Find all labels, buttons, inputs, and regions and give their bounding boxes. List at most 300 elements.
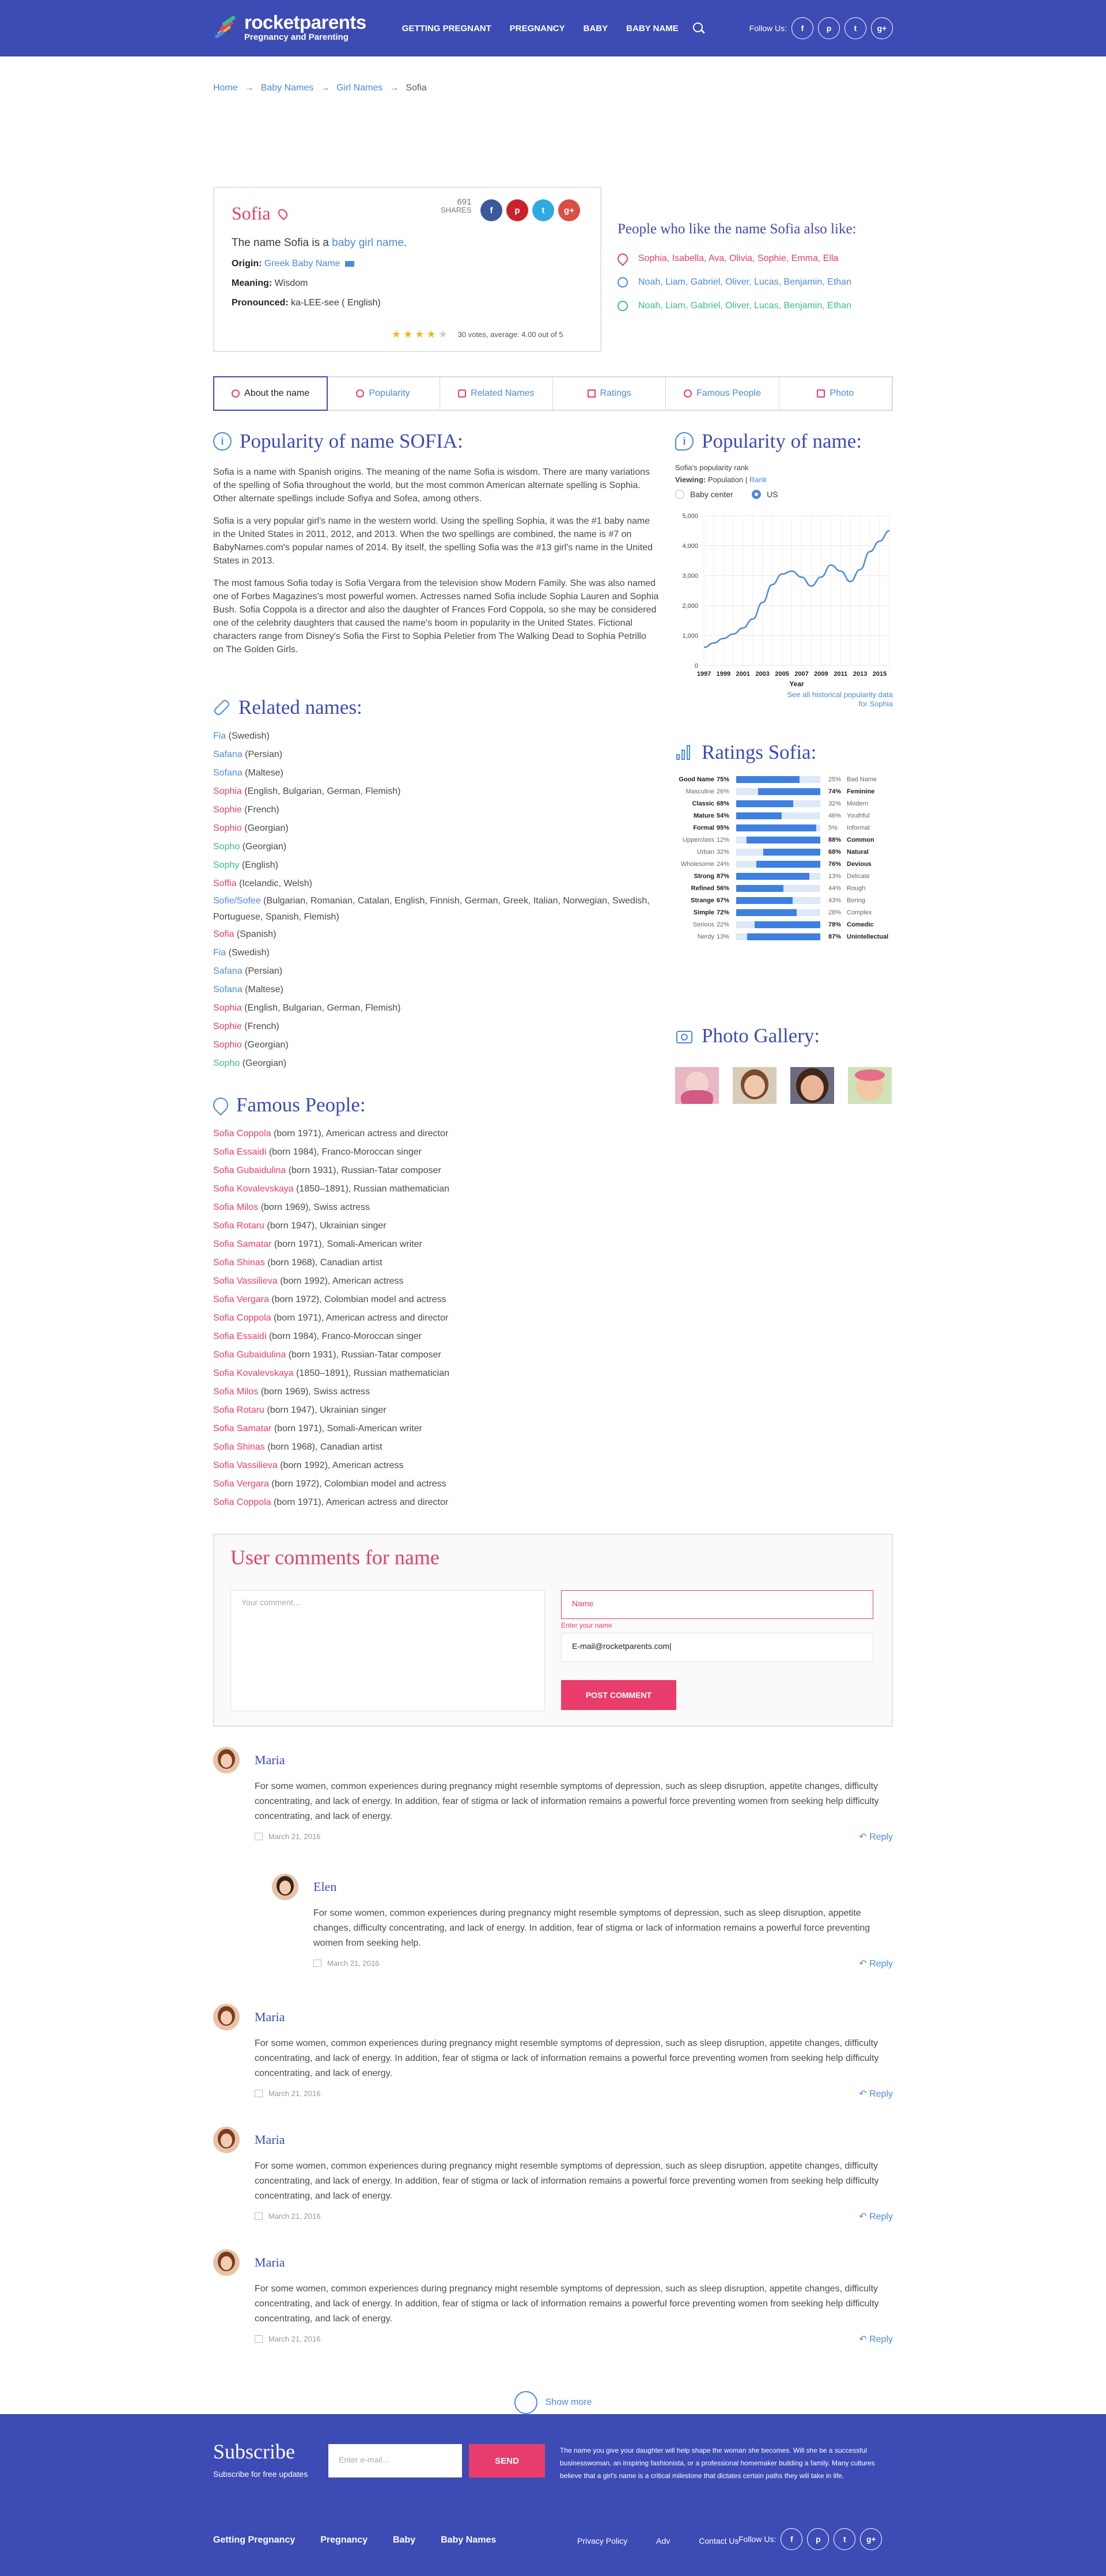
rating-bar-fill [736,800,793,807]
also-like-girls-list[interactable]: Sophia, Isabella, Ava, Olivia, Sophie, Emma, Ella [638,254,839,263]
share-twitter-icon[interactable]: t [532,199,554,221]
related-name-item [213,727,659,746]
related-name-link[interactable]: Sofana [213,768,243,778]
main-nav [402,24,679,33]
chart-x-tick-label: 2015 [872,671,887,678]
related-name-origin: (Maltese) [242,985,283,994]
famous-person-link[interactable]: Sofia Milos [213,1202,259,1212]
rating-left-percent: 22% [717,921,730,928]
subscribe-send-button[interactable]: SEND [469,2444,545,2477]
popularity-chart-title: Popularity of name: [702,430,862,452]
rating-bar-fill [736,885,783,892]
related-list [213,727,659,1073]
tab-related[interactable] [440,377,553,410]
famous-person-item [213,1254,659,1272]
related-name-origin: (Swedish) [226,948,270,958]
comment-form-title: User comments for name [230,1546,440,1569]
popularity-rank-label: Sofia's popularity rank [675,463,749,472]
rating-left-percent: 95% [717,824,730,831]
tab-about[interactable] [213,376,328,411]
tab-famous-label: Famous People [696,388,761,398]
rating-row [675,858,893,870]
pinterest-icon[interactable]: p [818,17,840,39]
chart-y-tick-label: 4,000 [682,543,698,550]
header-follow [749,17,893,39]
reply-button[interactable] [859,1958,893,1969]
nav-baby-name[interactable]: BABY NAME [626,23,679,33]
share-facebook-icon[interactable]: f [480,199,502,221]
radio-us[interactable] [752,490,778,499]
radio-us-label: US [767,490,778,499]
famous-person-desc: (born 1968), Canadian artist [264,1442,382,1452]
comment-date [255,1832,320,1841]
rating-bar-fill [736,897,793,904]
rating-left-percent: 75% [717,776,730,783]
avatar [213,2004,240,2030]
famous-person-desc: (born 1972), Colombian model and actress [268,1479,446,1489]
tab-popularity-label: Popularity [369,388,410,398]
related-section [213,696,659,1073]
pronounced-label: Pronounced: [232,298,289,308]
rating-left-label: Good Name [679,776,714,783]
rating-right-label: Complex [847,909,872,916]
rating-left-percent: 24% [717,860,730,868]
comment-author[interactable]: Maria [255,2255,285,2269]
famous-person-item [213,1180,659,1198]
related-name-origin: (Georgian) [240,1058,287,1068]
rating-left-label: Nerdy [697,933,714,940]
crumb-girl-names[interactable]: Girl Names [336,83,383,93]
camera-icon [675,1027,694,1045]
pin-icon [232,389,240,398]
subscribe-title: Subscribe [213,2440,295,2463]
footer-nav-getting-pregnancy[interactable]: Getting Pregnancy [213,2535,296,2545]
rating-bar-fill [747,837,820,843]
famous-person-desc: (born 1971), Somali-American writer [271,1239,422,1249]
subscribe-email-input[interactable]: Enter e-mail... [328,2444,462,2477]
also-like-neutral [618,301,893,311]
reply-label: Reply [869,2089,893,2099]
rating-right-label: Comedic [847,921,874,928]
also-like-girls [618,254,893,264]
related-name-link[interactable]: Sopho [213,1058,240,1068]
famous-person-desc: (born 1969), Swiss actress [258,1202,370,1212]
reply-button[interactable] [859,2088,893,2100]
famous-person-link[interactable]: Sofia Essaidi [213,1331,267,1341]
reply-button[interactable] [859,1831,893,1843]
name-intro [232,237,583,249]
facebook-icon[interactable]: f [791,17,813,39]
related-name-item [213,944,659,962]
famous-person-item [213,1438,659,1457]
link-icon [458,389,466,398]
comment-text: For some women, common experiences during pregnancy might resemble symptoms of depression, such as sleep disruption, appetite changes, difficulty concentrating, and lack of energy. In addition, fear of stigma or lack of information remains a powerful force preventing women from seeking help difficulty concentrating, and lack of energy. [255,2038,879,2078]
rating-bar [736,824,820,831]
flag-icon [345,261,354,267]
related-name-origin: (Georgian) [241,823,289,833]
famous-list [213,1125,659,1512]
nav-pregnancy[interactable]: PREGNANCY [509,23,565,33]
famous-person-link[interactable]: Sofia Vassilieva [213,1276,278,1286]
famous-person-link[interactable]: Sofia Coppola [213,1497,271,1507]
related-name-link[interactable]: Sophia [213,786,242,796]
viewing-toggle [675,475,893,484]
star-icon[interactable]: ★ [403,328,413,340]
comment-date [255,2089,320,2098]
rating-left-label: Wholesome [680,860,714,868]
chart-y-tick-label: 0 [694,663,698,669]
name-card [213,187,601,352]
related-name-link[interactable]: Safana [213,750,243,759]
viewing-rank-link[interactable]: Rank [749,475,767,484]
rating-right-percent: 78% [828,921,842,928]
rating-bar [736,921,820,928]
famous-person-link[interactable]: Sofia Rotaru [213,1405,264,1415]
pinterest-icon[interactable]: p [807,2528,829,2550]
related-name-link[interactable]: Soffia [213,879,237,888]
tab-photo[interactable] [779,377,892,410]
rating-bar-fill [736,812,782,819]
related-title: Related names: [238,696,362,718]
comment-author[interactable]: Maria [255,1753,285,1767]
rating-row [675,918,893,930]
famous-person-item [213,1272,659,1291]
popularity-paragraph: The most famous Sofia today is Sofia Vergara from the television show Modern Family. She was also named one of Forbes Magazines's most powerful women. Actresses named Sofia include Sophia Lauren and Sophia Bush. Sofia Coppola is a director and also the daughter of Frances Ford Coppola, so she may be considered one of the celebrity daughters that caused the name's boom in popularity in the United States. Fictional characters range from Disney's Sofia the First to Sophia Peletier from The Walking Dead to Sophia Petrillo on The Golden Girls. [213,578,659,655]
twitter-icon[interactable]: t [844,17,866,39]
rating-right-label: Boring [847,897,865,904]
related-name-link[interactable]: Sophio [213,823,242,833]
related-name-link[interactable]: Sophie [213,1022,242,1031]
rating-row [675,785,893,797]
footer-privacy-link[interactable]: Privacy Policy [577,2536,628,2545]
info-icon [356,389,364,398]
related-name-link[interactable]: Sophie [213,805,242,815]
famous-person-desc: (born 1971), American actress and director [271,1129,449,1138]
famous-title: Famous People: [236,1094,366,1116]
famous-person-desc: (born 1968), Canadian artist [264,1258,382,1268]
related-name-link[interactable]: Sophy [213,860,240,870]
footer-links [577,2536,739,2545]
footer-nav-baby-names[interactable]: Baby Names [441,2535,497,2545]
related-name-origin: (Georgian) [240,842,287,852]
related-name-item [213,999,659,1017]
famous-person-link[interactable]: Sofia Shinas [213,1258,265,1268]
rating-right-label: Common [847,836,874,843]
rating-bar [736,861,820,868]
gallery-title: Photo Gallery: [702,1024,820,1047]
twitter-icon[interactable]: t [834,2528,855,2550]
rating-right-label: Modern [847,800,869,807]
nav-getting-pregnant[interactable]: GETTING PREGNANT [402,23,491,33]
rating-right-percent: 32% [828,800,842,807]
chart-x-tick-label: 2007 [794,671,809,678]
footer-nav-pregnancy[interactable]: Pregnancy [320,2535,368,2545]
rating-bar [736,897,820,904]
famous-person-item [213,1420,659,1438]
tab-related-label: Related Names [471,388,535,398]
famous-person-link[interactable]: Sofia Vassilieva [213,1461,278,1470]
tab-photo-label: Photo [830,388,854,398]
radio-baby-center[interactable] [675,490,733,499]
star-icon[interactable]: ★ [415,328,425,340]
rating-left-percent: 13% [717,933,730,940]
rating-right-percent: 25% [828,776,842,783]
rating-right-percent: 87% [828,933,842,940]
gallery-photo[interactable] [733,1067,777,1104]
radio-baby-center-label: Baby center [690,490,733,499]
famous-person-link[interactable]: Sofia Shinas [213,1442,265,1452]
tab-ratings-label: Ratings [600,388,631,398]
radio-on-icon [752,490,761,499]
ratings-panel [675,741,893,943]
rating-right-percent: 68% [828,848,842,856]
name-input[interactable]: Name [561,1590,873,1619]
footer-nav-baby[interactable]: Baby [393,2535,416,2545]
reply-button[interactable] [859,2211,893,2222]
breadcrumb [213,56,893,93]
comment-author[interactable]: Elen [313,1879,337,1894]
related-name-item [213,962,659,981]
rating-right-percent: 76% [828,860,842,868]
rating-row [675,834,893,846]
calendar-icon [255,1833,263,1840]
calendar-icon [313,1960,321,1967]
site-footer [0,2414,1106,2576]
history-link-line[interactable]: for Sophia [858,699,893,708]
radio-off-icon [675,490,684,499]
famous-person-item [213,1198,659,1217]
tab-ratings[interactable] [553,377,666,410]
viewing-separator: | [743,475,749,484]
star-rating[interactable] [392,328,563,341]
comment-text: For some women, common experiences during pregnancy might resemble symptoms of depression, such as sleep disruption, appetite changes, difficulty concentrating, and lack of energy. In addition, fear of stigma or lack of information remains a powerful force preventing women from seeking help difficulty concentrating, and lack of energy. [255,2284,879,2324]
comment-date [255,2212,320,2221]
famous-person-link[interactable]: Sofia Vergara [213,1479,269,1489]
rating-left-label: Urban [697,848,714,856]
famous-person-item [213,1346,659,1364]
rating-right-label: Delicate [847,872,870,880]
also-like-neutral-list[interactable]: Noah, Liam, Gabriel, Oliver, Lucas, Benjamin, Ethan [638,301,851,311]
rating-row [675,846,893,858]
famous-person-desc: (1850–1891), Russian mathematician [293,1184,450,1194]
rating-left-label: Masculine [685,788,714,795]
rating-right-label: Informal [847,824,870,831]
related-name-item [213,838,659,856]
famous-person-item [213,1475,659,1493]
famous-person-desc: (born 1947), Ukrainian singer [264,1405,387,1415]
rating-left-label: Refined [691,884,714,892]
comment-author[interactable]: Maria [255,2132,285,2147]
related-name-origin: (Maltese) [242,768,283,778]
reply-arrow-icon: ↶ [859,2212,870,2222]
origin-link[interactable]: Greek Baby Name [264,259,340,268]
famous-person-link[interactable]: Sofia Gubaidulina [213,1166,286,1175]
related-name-item [213,925,659,944]
share-pinterest-icon[interactable]: p [506,199,528,221]
rating-left-label: Upperclass [682,836,714,843]
rating-right-percent: 43% [828,897,842,904]
famous-person-link[interactable]: Sofia Milos [213,1387,259,1397]
comment-textarea[interactable]: Your comment... [230,1590,545,1711]
rating-left-percent: 56% [717,884,730,892]
famous-person-link[interactable]: Sofia Samatar [213,1424,272,1433]
search-icon[interactable] [692,22,705,35]
avatar [213,2249,240,2276]
related-name-origin: (Spanish) [234,929,276,939]
rating-bar [736,837,820,843]
brand-name: rocketparents [244,12,366,33]
tab-famous[interactable] [666,377,779,410]
camera-icon [817,389,825,398]
tab-popularity[interactable] [327,377,440,410]
related-name-origin: (Bulgarian, Romanian, Catalan, English, Finnish, German, Greek, Italian, Norwegian, Swedish, Portuguese, Spanish, Flemish) [213,896,650,922]
famous-person-desc: (born 1931), Russian-Tatar composer [286,1350,441,1360]
crumb-home[interactable]: Home [213,83,238,93]
related-name-link[interactable]: Fia [213,948,226,958]
nav-baby[interactable]: BABY [583,23,608,33]
rating-bar-fill [755,921,820,928]
bar-chart-icon [675,744,694,761]
related-name-link[interactable]: Sophio [213,1040,242,1050]
related-name-link[interactable]: Sofie/Sofee [213,896,261,906]
famous-person-link[interactable]: Sofia Coppola [213,1313,271,1323]
footer-follow-label: Follow Us: [738,2535,777,2544]
related-name-origin: (English) [239,860,278,870]
famous-person-desc: (born 1969), Swiss actress [258,1387,370,1397]
rating-row [675,906,893,918]
chart-source-radios [675,490,893,502]
famous-person-link[interactable]: Sofia Essaidi [213,1147,267,1157]
google-plus-icon[interactable]: g+ [871,17,893,39]
related-name-link[interactable]: Sophia [213,1003,242,1013]
rating-left-label: Simple [693,909,714,916]
rating-left-percent: 12% [717,836,730,843]
rating-right-percent: 44% [828,884,842,892]
related-name-link[interactable]: Safana [213,966,243,976]
chart-x-tick-label: 1997 [696,671,711,678]
link-icon [213,698,230,716]
pronounced-row [232,298,583,308]
share-google-plus-icon[interactable]: g+ [558,199,580,221]
famous-person-link[interactable]: Sofia Kovalevskaya [213,1368,294,1378]
reply-label: Reply [869,2335,893,2344]
gallery-photo[interactable] [848,1067,892,1104]
famous-person-link[interactable]: Sofia Coppola [213,1129,271,1138]
famous-person-desc: (born 1971), American actress and director [271,1497,449,1507]
shares-label: SHARES [441,206,472,214]
reply-arrow-icon: ↶ [859,2089,870,2099]
rating-right-label: Youthful [847,812,870,819]
related-name-origin: (Persian) [242,750,283,759]
also-like-boys-list[interactable]: Noah, Liam, Gabriel, Oliver, Lucas, Benjamin, Ethan [638,277,851,287]
famous-person-desc: (born 1984), Franco-Moroccan singer [266,1147,422,1157]
rating-left-label: Strong [694,872,714,880]
related-name-link[interactable]: Sofana [213,985,243,994]
post-comment-button[interactable]: POST COMMENT [561,1680,676,1710]
footer-contact-link[interactable]: Contact Us [699,2536,739,2545]
rating-bar-fill [747,933,820,940]
related-name-link[interactable]: Fia [213,731,226,741]
famous-person-link[interactable]: Sofia Vergara [213,1295,269,1304]
rating-left-percent: 72% [717,909,730,916]
related-name-item [213,856,659,875]
comment-author[interactable]: Maria [255,2010,285,2024]
famous-person-link[interactable]: Sofia Kovalevskaya [213,1184,294,1194]
site-logo[interactable] [213,13,366,43]
gallery-photo[interactable] [675,1067,719,1104]
chart-x-tick-label: 2009 [814,671,828,678]
gallery-photo[interactable] [790,1067,834,1104]
rating-right-label: Devious [847,860,872,868]
reply-label: Reply [869,1959,893,1969]
famous-person-desc: (born 1971), Somali-American writer [271,1424,422,1433]
history-link-line[interactable]: See all historical popularity data [787,690,893,699]
famous-person-link[interactable]: Sofia Samatar [213,1239,272,1249]
related-name-item [213,764,659,782]
comment-text: For some women, common experiences during pregnancy might resemble symptoms of depression, such as sleep disruption, appetite changes, difficulty concentrating, and lack of energy. In addition, fear of stigma or lack of information remains a powerful force preventing women from seeking help difficulty concentrating, and lack of energy. [255,1781,879,1821]
viewing-population[interactable]: Population [707,475,744,484]
related-name-origin: (French) [241,1022,279,1031]
famous-person-desc: (born 1931), Russian-Tatar composer [286,1166,441,1175]
related-name-origin: (English, Bulgarian, German, Flemish) [241,1003,401,1013]
famous-person-item [213,1143,659,1162]
chart-x-axis-label: Year [789,680,804,686]
also-like-boys [618,277,893,288]
rating-bar-fill [736,909,797,916]
rating-right-percent: 46% [828,812,842,819]
rating-row [675,797,893,810]
related-name-link[interactable]: Sofia [213,929,234,939]
history-link[interactable] [675,690,893,709]
email-input[interactable]: E-mail@rocketparents.com| [561,1633,873,1662]
crumb-arrow-icon: → [320,83,330,93]
meaning-label: Meaning: [232,278,272,288]
chart-x-tick-label: 2013 [853,671,868,678]
pronounced-value: ka-LEE-see ( English) [291,298,381,308]
speech-bubble-icon: i [675,432,694,451]
show-more-button[interactable] [213,2391,893,2414]
star-empty-icon[interactable]: ★ [438,328,448,340]
avatar [213,2127,240,2153]
facebook-icon[interactable]: f [781,2528,802,2550]
famous-person-link[interactable]: Sofia Gubaidulina [213,1350,286,1360]
famous-person-desc: (born 1992), American actress [277,1276,404,1286]
rating-bar [736,933,820,940]
crumb-baby-names[interactable]: Baby Names [260,83,314,93]
star-icon[interactable]: ★ [392,328,402,340]
star-icon[interactable]: ★ [426,328,436,340]
rating-row [675,882,893,894]
chart-x-tick-label: 2011 [834,671,848,678]
rating-right-percent: 74% [828,788,842,795]
related-name-link[interactable]: Sopho [213,842,240,852]
baby-girl-name-link[interactable]: baby girl name [332,237,404,249]
reply-button[interactable] [859,2333,893,2345]
google-plus-icon[interactable]: g+ [860,2528,882,2550]
rating-right-percent: 88% [828,836,842,843]
rating-left-percent: 87% [717,872,730,880]
famous-person-link[interactable]: Sofia Rotaru [213,1221,264,1231]
calendar-icon [255,2212,263,2220]
viewing-label: Viewing: [675,475,706,484]
famous-person-desc: (born 1971), American actress and director [271,1313,449,1323]
related-name-origin: (Persian) [242,966,283,976]
footer-adv-link[interactable]: Adv [656,2536,671,2545]
female-icon [615,251,630,266]
rating-bar-fill [736,824,816,831]
also-like-panel [618,221,893,324]
rating-left-label: Formal [693,824,714,831]
